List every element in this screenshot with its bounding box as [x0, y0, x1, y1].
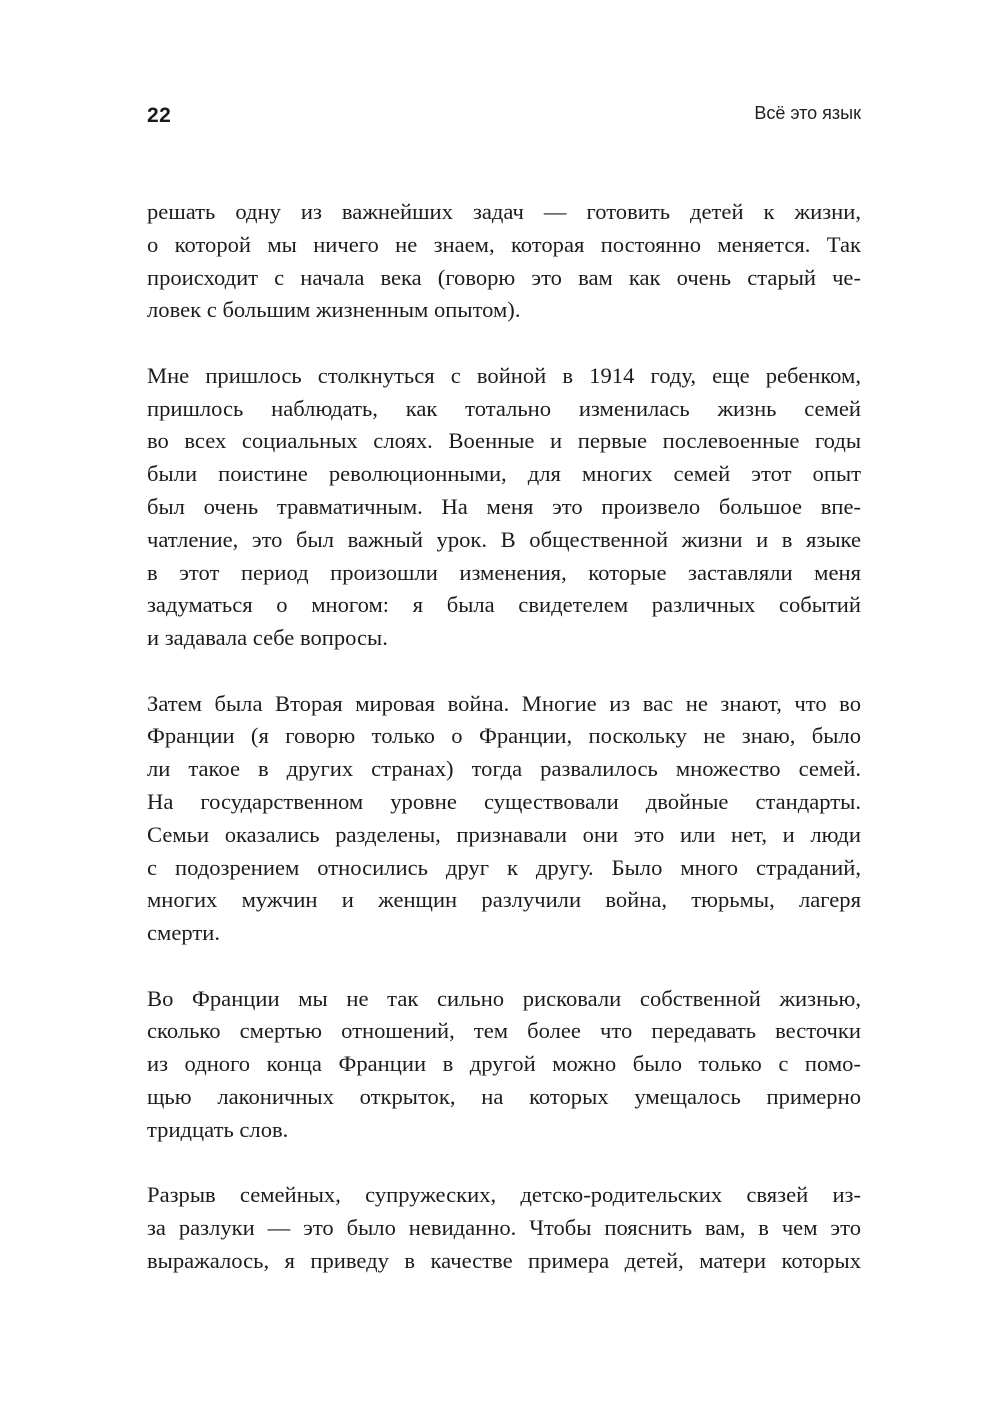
paragraph-3	[147, 688, 861, 950]
text-line: многих мужчин и женщин разлучили война, тюрьмы, лагеря	[147, 887, 861, 913]
text-line: Семьи оказались разделены, признавали они это или нет, и люди	[147, 821, 861, 847]
text-line: задуматься о многом: я была свидетелем различных событий	[147, 592, 861, 618]
page-header	[147, 98, 861, 134]
text-line: Во Франции мы не так сильно рисковали собственной жизнью,	[147, 985, 861, 1011]
text-line: сколько смертью отношений, тем более что передавать весточки	[147, 1018, 861, 1044]
paragraph-1	[147, 196, 861, 327]
text-line: Франции (я говорю только о Франции, поскольку не знаю, было	[147, 723, 861, 749]
text-line: щью лаконичных открыток, на которых умещалось примерно	[147, 1083, 861, 1109]
text-line: ли такое в других странах) тогда развалилось множество семей.	[147, 756, 861, 782]
text-line: На государственном уровне существовали двойные стандарты.	[147, 788, 861, 814]
text-line: смерти.	[147, 920, 220, 946]
text-line: Разрыв семейных, супружеских, детско-родительских связей из-	[147, 1182, 861, 1208]
text-line: выражалось, я приведу в качестве примера детей, матери которых	[147, 1247, 861, 1273]
text-line: происходит с начала века (говорю это вам как очень старый че-	[147, 264, 861, 290]
text-line: за разлуки — это было невиданно. Чтобы пояснить вам, в чем это	[147, 1214, 861, 1240]
text-line: чатление, это был важный урок. В общественной жизни и в языке	[147, 526, 861, 552]
page-number: 22	[147, 104, 172, 127]
paragraph-5	[147, 1179, 861, 1277]
text-line: из одного конца Франции в другой можно было только с помо-	[147, 1051, 861, 1077]
text-line: Мне пришлось столкнуться с войной в 1914 году, еще ребенком,	[147, 362, 861, 388]
text-line: ловек с большим жизненным опытом).	[147, 297, 521, 323]
text-line: решать одну из важнейших задач — готовить детей к жизни,	[147, 199, 861, 224]
text-line: Затем была Вторая мировая война. Многие из вас не знают, что во	[147, 690, 861, 716]
text-line: был очень травматичным. На меня это произвело большое впе-	[147, 493, 861, 519]
text-line: и задавала себе вопросы.	[147, 625, 388, 651]
text-line: в этот период произошли изменения, которые заставляли меня	[147, 559, 861, 585]
paragraph-4	[147, 983, 861, 1147]
paragraph-2	[147, 360, 861, 655]
text-line: с подозрением относились друг к другу. Было много страданий,	[147, 854, 861, 880]
text-line: о которой мы ничего не знаем, которая постоянно меняется. Так	[147, 231, 861, 257]
text-line: пришлось наблюдать, как тотально изменилась жизнь семей	[147, 395, 861, 421]
text-line: тридцать слов.	[147, 1116, 289, 1142]
text-line: были поистине революционными, для многих семей этот опыт	[147, 461, 861, 487]
running-title: Всё это язык	[754, 103, 861, 123]
text-line: во всех социальных слоях. Военные и первые послевоенные годы	[147, 428, 861, 454]
body-text	[147, 196, 861, 1310]
